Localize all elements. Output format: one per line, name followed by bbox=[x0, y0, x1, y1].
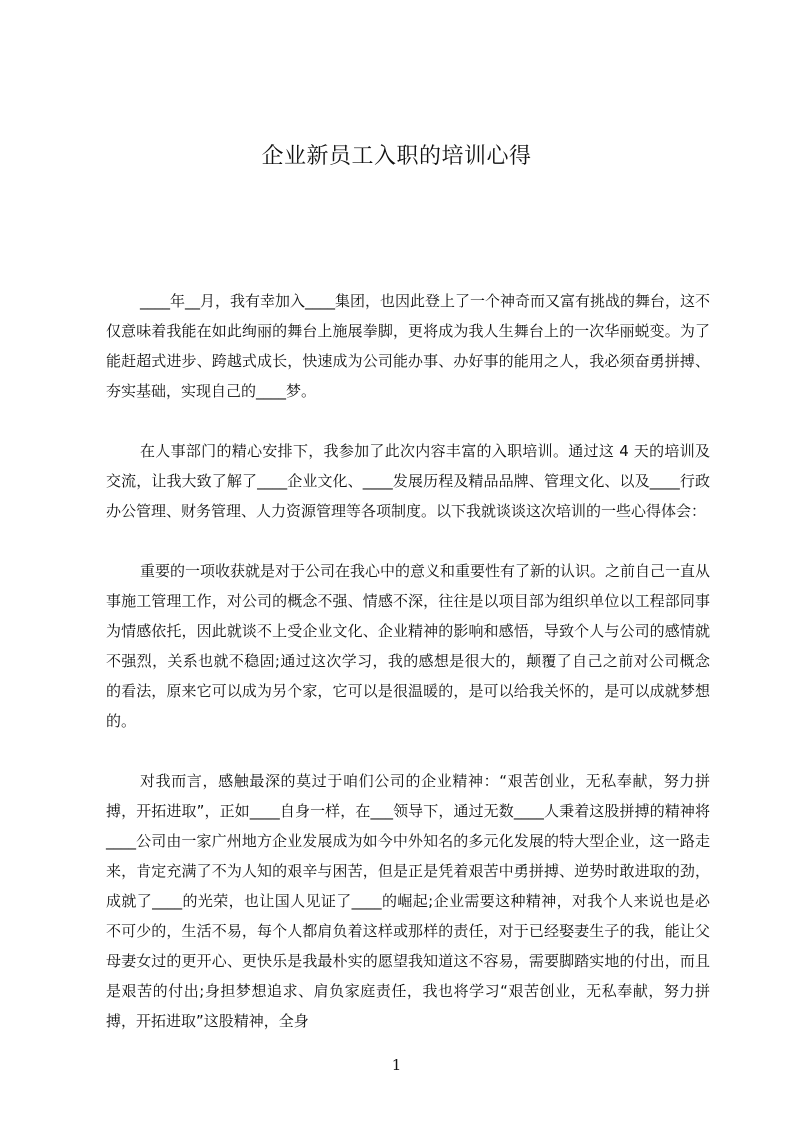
paragraph-company-meaning: 重要的一项收获就是对于公司在我心中的意义和重要性有了新的认识。之前自己一直从事施工管理工作，对公司的概念不强、情感不深，往往是以项目部为组织单位以工程部同事为情感依托，因此就谈不上受企业文化、企业精神的影响和感悟，导致个人与公司的感情就不强烈，关系也就不稳固;通过这次学习，我的感想是很大的，颠覆了自己之前对公司概念的看法，原来它可以成为另个家，它可以是很温暖的，是可以给我关怀的，是可以成就梦想的。 bbox=[106, 562, 711, 730]
document-body bbox=[106, 286, 710, 1036]
paragraph-training: 在人事部门的精心安排下，我参加了此次内容丰富的入职培训。通过这 4 天的培训及交流，让我大致了解了____企业文化、____发展历程及精品品牌、管理文化、以及____行政办公管理、财务管理、人力资源管理等各项制度。以下我就谈谈这次培训的一些心得体会： bbox=[106, 442, 710, 520]
paragraph-intro: ____年__月，我有幸加入____集团，也因此登上了一个神奇而又富有挑战的舞台，这不仅意味着我能在如此绚丽的舞台上施展拳脚，更将成为我人生舞台上的一次华丽蜕变。为了能赶超式进步、跨越式成长，快速成为公司能办事、办好事的能用之人，我必须奋勇拼搏、夯实基础，实现自己的____梦。 bbox=[106, 292, 711, 400]
page-number: 1 bbox=[391, 1056, 402, 1074]
paragraph-enterprise-spirit: 对我而言，感触最深的莫过于咱们公司的企业精神：“艰苦创业，无私奉献，努力拼搏，开拓进取”，正如____自身一样，在___领导下，通过无数____人秉着这股拼搏的精神将____公司由一家广州地方企业发展成为如今中外知名的多元化发展的特大型企业，这一路走来，肯定充满了不为人知的艰辛与困苦，但是正是凭着艰苦中勇拼搏、逆势时敢进取的劲，成就了____的光荣，也让国人见证了____的崛起;企业需要这种精神，对我个人来说也是必不可少的，生活不易，每个人都肩负着这样或那样的责任，对于已经娶妻生子的我，能让父母妻女过的更开心、更快乐是我最朴实的愿望我知道这不容易，需要脚踏实地的付出，而且是艰苦的付出;身担梦想追求、肩负家庭责任，我也将学习“艰苦创业，无私奉献，努力拼搏，开拓进取”这股精神，全身 bbox=[106, 772, 710, 1030]
document-title: 企业新员工入职的培训心得 bbox=[261, 144, 532, 169]
